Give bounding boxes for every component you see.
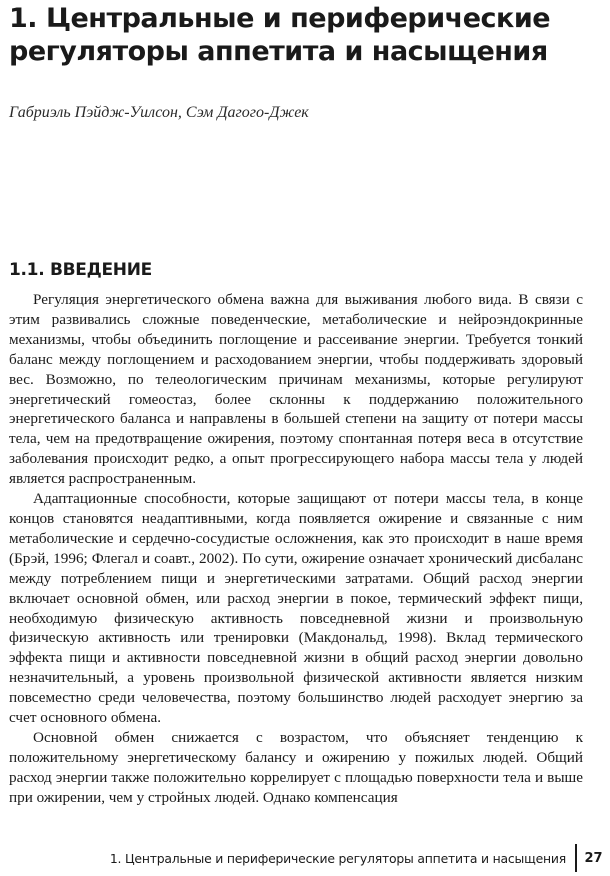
running-title: 1. Центральные и периферические регуляторы аппетита и насыщения [109, 850, 566, 866]
page-footer [110, 844, 610, 872]
section-heading: 1.1. ВВЕДЕНИЕ [9, 260, 152, 280]
body-text [9, 290, 583, 808]
paragraph: Основной обмен снижается с возрастом, что объясняет тенденцию к положительному энергетическому балансу и ожирению у пожилых людей. Общий расход энергии также положительно коррелирует с площадью поверхности тела и выше при ожирении, чем у стройных людей. Однако компенсация [9, 728, 583, 806]
chapter-authors: Габриэль Пэйдж-Уилсон, Сэм Дагого-Джек [9, 104, 309, 121]
paragraph: Адаптационные способности, которые защищают от потери массы тела, в конце концов становятся неадаптивными, когда появляется ожирение и связанные с ним метаболические и сердечно-сосудистые осложнения, как это происходит в наше время (Брэй, 1996; Флегал и соавт., 2002). По сути, ожирение означает хронический дисбаланс между потреблением пищи и энергетическими затратами. Общий расход энергии включает основной обмен, или расход энергии в покое, термический эффект пищи, необходимую физическую активность повседневной жизни и произвольную физическую активность или тренировки (Макдональд, 1998). Вклад термического эффекта пищи и активности повседневной жизни в общий расход энергии довольно незначительный, а уровень произвольной физической активности является низким повсеместно среди человечества, поэтому большинство людей расходует энергию за счет основного обмена. [9, 490, 583, 727]
paragraph: Регуляция энергетического обмена важна для выживания любого вида. В связи с этим развивались сложные поведенческие, метаболические и нейроэндокринные механизмы, чтобы объединить поглощение и рассеивание энергии. Требуется тонкий баланс между поглощением и расходованием энергии, чтобы поддерживать здоровый вес. Возможно, по телеологическим причинам механизмы, которые регулируют энергетический гомеостаз, более склонны к поддержанию положительного энергетического баланса и направлены в большей степени на защиту от потери массы тела, чем на предотвращение ожирения, поэтому спонтанная потеря веса в отсутствие заболевания происходит редко, а опыт прогрессирующего набора массы тела у людей является распространенным. [9, 291, 583, 488]
chapter-title: 1. Центральные и периферические регуляторы аппетита и насыщения [9, 3, 551, 67]
page-number: 27 [584, 850, 603, 866]
